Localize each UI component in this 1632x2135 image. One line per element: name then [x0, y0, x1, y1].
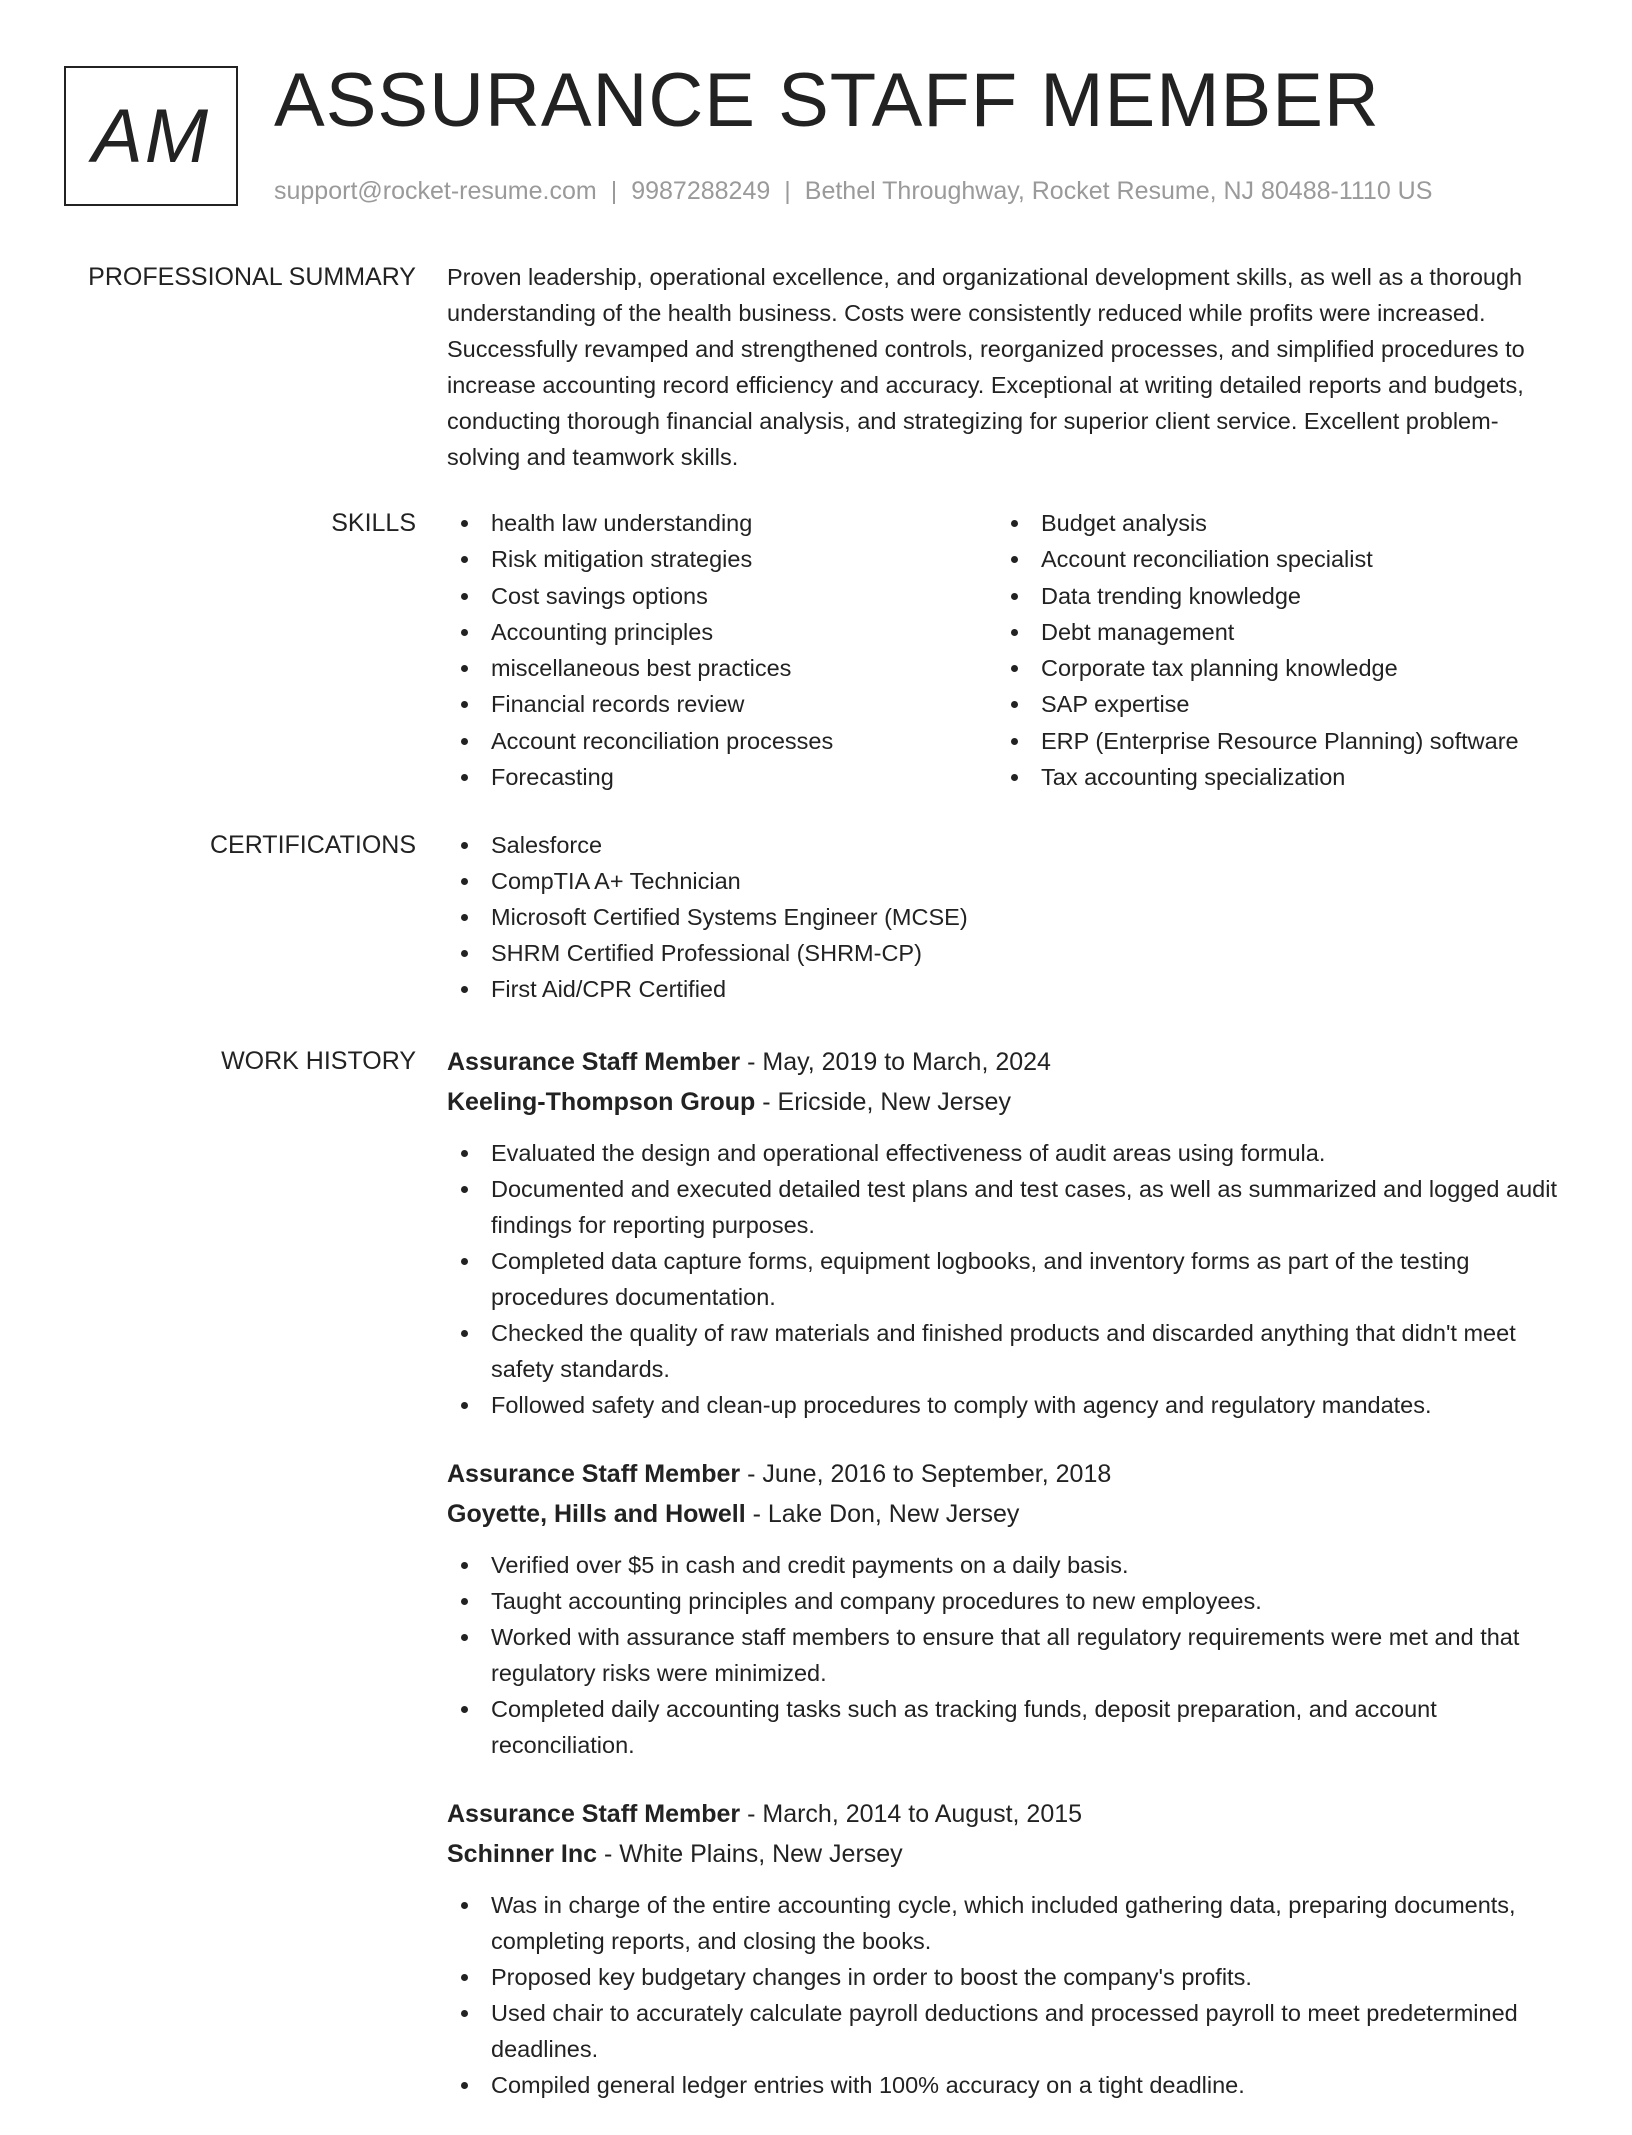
- skill-item: Financial records review: [447, 686, 997, 722]
- monogram-initials: AM: [92, 93, 210, 179]
- job-bullet: Taught accounting principles and company procedures to new employees.: [447, 1583, 1567, 1619]
- contact-email: support@rocket-resume.com: [274, 177, 597, 205]
- job-location: - White Plains, New Jersey: [597, 1839, 903, 1868]
- job-title-line: [447, 1795, 1567, 1835]
- job-bullets: [447, 1887, 1567, 2103]
- job-entry: [447, 1795, 1567, 2103]
- certifications-body: [447, 827, 1567, 1007]
- job-company: Keeling-Thompson Group: [447, 1087, 756, 1116]
- skill-item: Data trending knowledge: [997, 578, 1547, 614]
- certification-item: First Aid/CPR Certified: [447, 971, 1567, 1007]
- job-bullet: Worked with assurance staff members to ensure that all regulatory requirements were met and that regulatory risks were minimized.: [447, 1619, 1567, 1691]
- summary-text: Proven leadership, operational excellence, and organizational development skills, as well as a thorough understanding of the health business. Costs were consistently reduced while profits were increased. Successfully revamped and strengthened controls, reorganized processes, and simplified procedures to increase accounting record efficiency and accuracy. Exceptional at writing detailed reports and budgets, conducting thorough financial analysis, and strategizing for superior client service. Excellent problem-solving and teamwork skills.: [447, 264, 1525, 470]
- certification-item: SHRM Certified Professional (SHRM-CP): [447, 935, 1567, 971]
- section-label-certifications: CERTIFICATIONS: [209, 831, 416, 859]
- section-label-skills: SKILLS: [331, 509, 416, 537]
- skill-item: Risk mitigation strategies: [447, 541, 997, 577]
- job-bullet: Compiled general ledger entries with 100% accuracy on a tight deadline.: [447, 2067, 1567, 2103]
- job-dates: - May, 2019 to March, 2024: [740, 1048, 1051, 1076]
- skills-list-left: [447, 505, 997, 795]
- job-title: Assurance Staff Member: [447, 1048, 741, 1076]
- job-title: Assurance Staff Member: [447, 1800, 741, 1828]
- job-location: - Lake Don, New Jersey: [745, 1499, 1020, 1528]
- job-title-line: [447, 1455, 1567, 1495]
- skill-item: miscellaneous best practices: [447, 650, 997, 686]
- contact-address: Bethel Throughway, Rocket Resume, NJ 80488-1110 US: [804, 177, 1433, 205]
- contact-separator: |: [784, 177, 791, 205]
- certification-item: Microsoft Certified Systems Engineer (MCSE): [447, 899, 1567, 935]
- work-history-body: [447, 1043, 1567, 2135]
- summary-body: [447, 259, 1567, 475]
- job-company-line: [447, 1835, 1567, 1875]
- job-bullet: Verified over $5 in cash and credit payments on a daily basis.: [447, 1547, 1567, 1583]
- job-title-line: [447, 1043, 1567, 1083]
- contact-separator: |: [610, 177, 618, 205]
- skill-item: Account reconciliation processes: [447, 723, 997, 759]
- job-entry: [447, 1043, 1567, 1423]
- job-location: - Ericside, New Jersey: [755, 1087, 1011, 1116]
- job-bullet: Documented and executed detailed test plans and test cases, as well as summarized and logged audit findings for reporting purposes.: [447, 1171, 1567, 1243]
- job-dates: - March, 2014 to August, 2015: [740, 1800, 1083, 1828]
- job-bullet: Used chair to accurately calculate payroll deductions and processed payroll to meet predetermined deadlines.: [447, 1995, 1567, 2067]
- job-bullet: Checked the quality of raw materials and finished products and discarded anything that didn't meet safety standards.: [447, 1315, 1567, 1387]
- job-entry: [447, 1455, 1567, 1763]
- job-bullet: Evaluated the design and operational effectiveness of audit areas using formula.: [447, 1135, 1567, 1171]
- job-bullet: Followed safety and clean-up procedures to comply with agency and regulatory mandates.: [447, 1387, 1567, 1423]
- certification-item: CompTIA A+ Technician: [447, 863, 1567, 899]
- job-company-line: [447, 1083, 1567, 1123]
- job-bullets: [447, 1547, 1567, 1763]
- job-bullet: Was in charge of the entire accounting cycle, which included gathering data, preparing documents, completing reports, and closing the books.: [447, 1887, 1567, 1959]
- job-bullet: Completed daily accounting tasks such as tracking funds, deposit preparation, and account reconciliation.: [447, 1691, 1567, 1763]
- skill-item: Forecasting: [447, 759, 997, 795]
- job-bullet: Completed data capture forms, equipment logbooks, and inventory forms as part of the testing procedures documentation.: [447, 1243, 1567, 1315]
- candidate-title: ASSURANCE STAFF MEMBER: [274, 58, 1380, 143]
- contact-phone: 9987288249: [631, 177, 771, 205]
- job-dates: - June, 2016 to September, 2018: [740, 1460, 1112, 1488]
- skill-item: Budget analysis: [997, 505, 1547, 541]
- skill-item: health law understanding: [447, 505, 997, 541]
- skill-item: Cost savings options: [447, 578, 997, 614]
- job-bullets: [447, 1135, 1567, 1423]
- contact-line: [274, 174, 1432, 208]
- certification-item: Salesforce: [447, 827, 1567, 863]
- job-bullet: Proposed key budgetary changes in order to boost the company's profits.: [447, 1959, 1567, 1995]
- certifications-list: [447, 827, 1567, 1007]
- section-label-work-history: WORK HISTORY: [221, 1047, 416, 1075]
- skill-item: SAP expertise: [997, 686, 1547, 722]
- skill-item: Account reconciliation specialist: [997, 541, 1547, 577]
- job-company: Schinner Inc: [447, 1839, 598, 1868]
- job-company: Goyette, Hills and Howell: [447, 1499, 746, 1528]
- skill-item: Corporate tax planning knowledge: [997, 650, 1547, 686]
- skill-item: ERP (Enterprise Resource Planning) software: [997, 723, 1547, 759]
- skills-list-right: [997, 505, 1547, 795]
- skills-columns: [447, 505, 1567, 795]
- job-company-line: [447, 1495, 1567, 1535]
- skill-item: Accounting principles: [447, 614, 997, 650]
- skill-item: Tax accounting specialization: [997, 759, 1547, 795]
- skill-item: Debt management: [997, 614, 1547, 650]
- monogram-box: [64, 66, 238, 206]
- job-title: Assurance Staff Member: [447, 1460, 741, 1488]
- section-label-professional-summary: PROFESSIONAL SUMMARY: [88, 263, 416, 291]
